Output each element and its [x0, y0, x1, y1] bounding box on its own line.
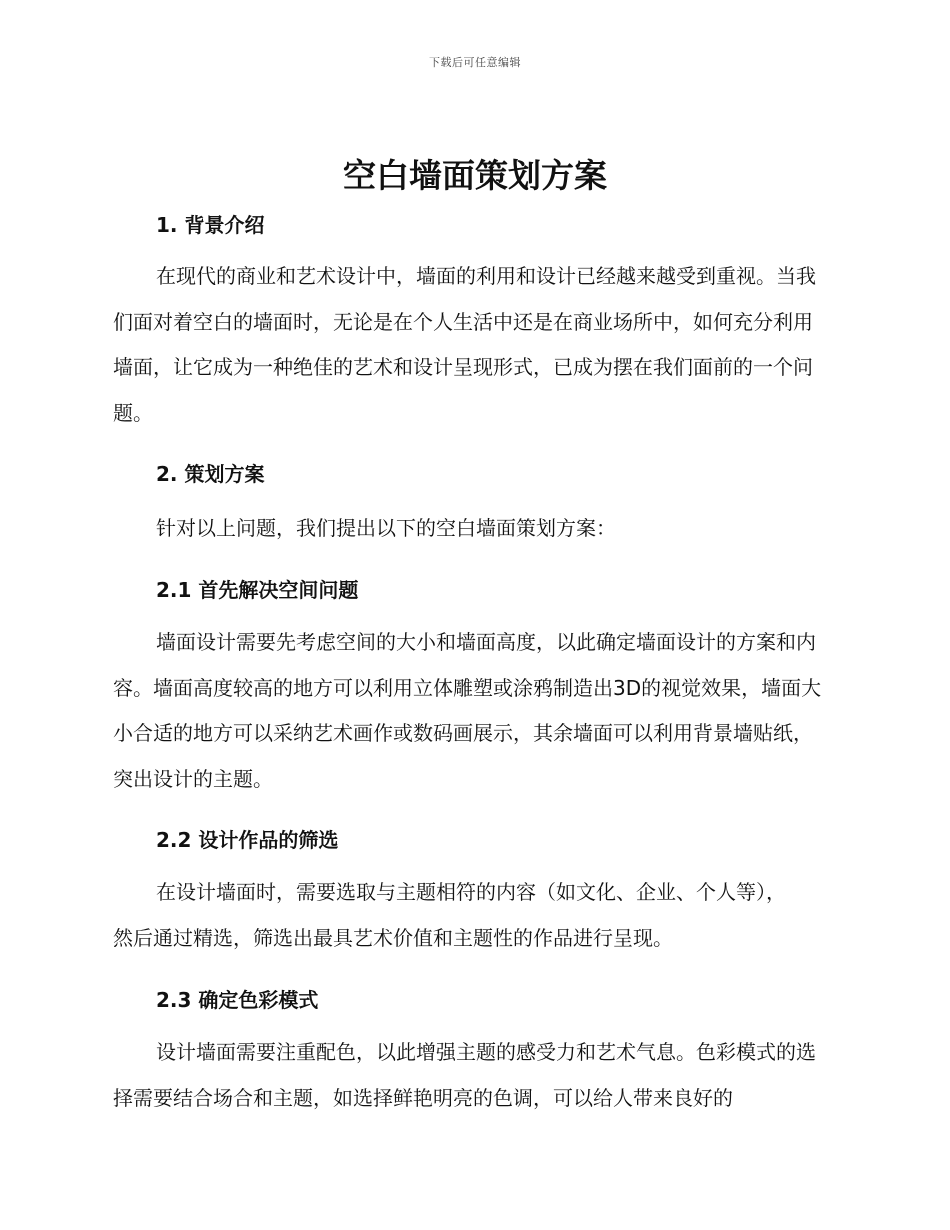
section-heading-space: 2.1 首先解决空间问题 [156, 578, 359, 602]
section-heading-plan: 2. 策划方案 [156, 462, 265, 486]
document-title: 空白墙面策划方案 [343, 156, 607, 195]
section-heading-selection: 2.2 设计作品的筛选 [156, 828, 339, 852]
section-paragraph-color: 设计墙面需要注重配色，以此增强主题的感受力和艺术气息。色彩模式的选择需要结合场合和主题，如选择鲜艳明亮的色调，可以给人带来良好的 [113, 1040, 816, 1110]
section-heading-background: 1. 背景介绍 [156, 213, 265, 237]
section-paragraph-space: 墙面设计需要先考虑空间的大小和墙面高度，以此确定墙面设计的方案和内容。墙面高度较高的地方可以利用立体雕塑或涂鸦制造出3D的视觉效果，墙面大小合适的地方可以采纳艺术画作或数码画展示，其余墙面可以利用背景墙贴纸，突出设计的主题。 [113, 630, 822, 791]
section-heading-color: 2.3 确定色彩模式 [156, 988, 319, 1012]
section-paragraph-plan: 针对以上问题，我们提出以下的空白墙面策划方案： [156, 516, 616, 540]
section-paragraph-selection: 在设计墙面时，需要选取与主题相符的内容（如文化、企业、个人等），然后通过精选，筛选出最具艺术价值和主题性的作品进行呈现。 [113, 880, 786, 950]
header-note: 下载后可任意编辑 [429, 56, 521, 69]
section-paragraph-background: 在现代的商业和艺术设计中，墙面的利用和设计已经越来越受到重视。当我们面对着空白的墙面时，无论是在个人生活中还是在商业场所中，如何充分利用墙面，让它成为一种绝佳的艺术和设计呈现形式，已成为摆在我们面前的一个问题。 [113, 264, 816, 425]
